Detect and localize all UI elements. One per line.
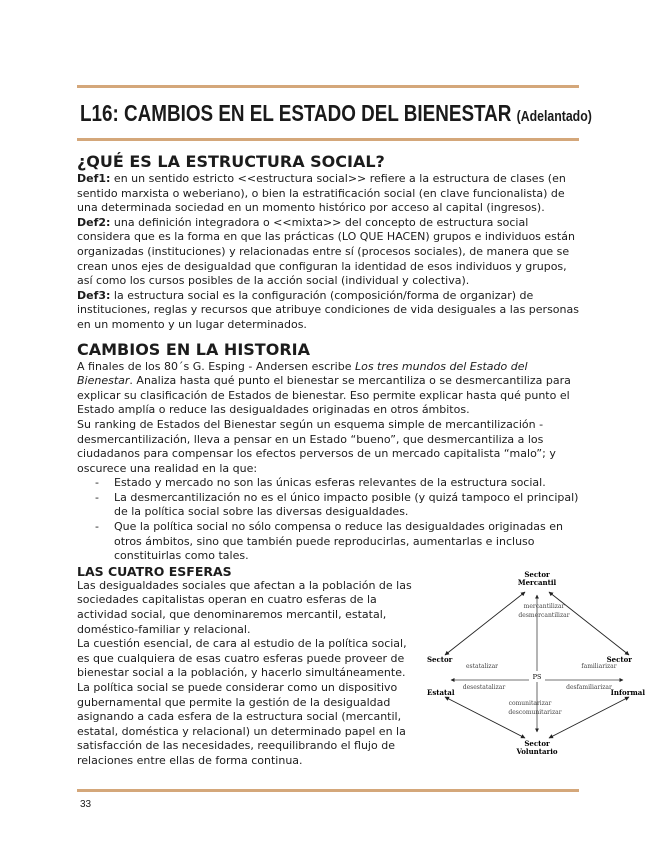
node-mercantil-label: Mercantil (517, 578, 557, 587)
edge-mercantil-informal (549, 592, 629, 655)
definition-1 (77, 172, 579, 216)
flow-label: desfamiliarizar (566, 684, 612, 691)
paragraph-text: . Analiza hasta qué punto el bienestar se mercantiliza o se desmercantiliza para explicar su clasificación de Estados de bienestar. Eso permite explicar hasta qué punto el Estado amplía o reduce las desigualdades originadas en otros ámbitos. (77, 374, 571, 417)
definition-text: una definición integradora o <<mixta>> del concepto de estructura social considera que es la forma en que las prácticas (LO QUE HACEN) grupos e individuos están organizadas (instituciones) y relacionadas entre sí (procesos sociales), de manera que se crean unos ejes de desigualdad que configuran la identidad de esos individuos y grupos, así como los cursos posibles de la acción social (individual y colectiva). (77, 215, 575, 288)
section-heading-esferas: LAS CUATRO ESFERAS (77, 563, 232, 579)
definition-3 (77, 289, 579, 333)
node-voluntario-label: Sector (524, 739, 550, 748)
flow-label: comunitarizar (508, 700, 552, 707)
edge-informal-voluntario (549, 697, 629, 738)
definition-2 (77, 216, 579, 289)
top-rule (77, 85, 579, 88)
node-estatal-label: Estatal (427, 688, 455, 697)
flow-label: estatalizar (465, 663, 499, 670)
node-informal-label: Sector (606, 655, 632, 664)
node-informal-label: Informal (610, 688, 645, 697)
definition-term: Def2: (77, 215, 111, 229)
bullet-list (77, 476, 579, 564)
node-voluntario-label: Voluntario (516, 747, 558, 756)
esferas-text (77, 579, 415, 769)
list-item: - La desmercantilización no es el único impacto posible (y quizá tampoco el principal) de la política social sobre las diversas desigualdades. (95, 491, 579, 520)
section-heading-historia: CAMBIOS EN LA HISTORIA (77, 339, 310, 359)
paragraph-text: A finales de los 80´s G. Esping - Andersen escribe (77, 359, 355, 373)
node-mercantil-label: Sector (524, 570, 550, 579)
section-heading-estructura: ¿QUÉ ES LA ESTRUCTURA SOCIAL? (77, 152, 385, 171)
paragraph: Las desigualdades sociales que afectan a la población de las sociedades capitalistas operan en cuatro esferas de la actividad social, que denominaremos mercantil, estatal, doméstico-familiar y relacional. (77, 578, 412, 636)
flow-label: desestatalizar (462, 684, 506, 691)
flow-label: desmercantilizar (518, 612, 570, 619)
list-item: - Estado y mercado no son las únicas esferas relevantes de la estructura social. (95, 476, 579, 491)
definition-term: Def1: (77, 172, 111, 185)
title-main: L16: CAMBIOS EN EL ESTADO DEL BIENESTAR (80, 100, 512, 126)
center-ps-label: PS (532, 673, 542, 681)
title-rule (77, 138, 579, 141)
flow-label: familiarizar (581, 663, 617, 670)
four-spheres-diagram (427, 570, 647, 760)
book-title: Los tres mundos del Estado del Bienestar (77, 359, 528, 388)
page-number: 33 (80, 799, 92, 810)
page-title (80, 100, 592, 127)
title-subtitle: (Adelantado) (516, 108, 592, 125)
paragraph-ranking: Su ranking de Estados del Bienestar según un esquema simple de mercantilización - desmercantilización, lleva a pensar en un Estado “bueno”, que desmercantiliza a los ciudadanos para compensar los efectos perversos de un mercado capitalista “malo”; y oscurece una realidad en la que: (77, 417, 556, 475)
node-estatal-label: Sector (427, 655, 453, 664)
definition-text: en un sentido estricto <<estructura social>> refiere a la estructura de clases (en sentido marxista o weberiano), o bien la estratificación social (en clave funcionalista) de una determinada sociedad en un momento histórico por acceso al capital (ingresos). (77, 172, 566, 215)
paragraph-esping-andersen (77, 360, 579, 418)
paragraph: La política social se puede considerar como un dispositivo gubernamental que permite la gestión de la desigualdad asignando a cada esfera de la estructura social (mercantil, estatal, doméstica y relacional) un determinado papel en la satisfacción de las necesidades, reequilibrando el flujo de relaciones entre ellas de forma continua. (77, 681, 406, 767)
definition-text: la estructura social es la configuración (composición/forma de organizar) de instituciones, reglas y recursos que atribuye condiciones de vida desiguales a las personas en un momento y un lugar determinados. (77, 288, 579, 331)
definition-term: Def3: (77, 288, 111, 302)
list-item: - Que la política social no sólo compensa o reduce las desigualdades originadas en otros ámbitos, sino que también puede reproducirlas, aumentarlas e incluso constituirlas como tales. (95, 520, 579, 564)
flow-label: mercantilizar (523, 603, 565, 610)
flow-label: descomunitarizar (508, 709, 562, 716)
paragraph: La cuestión esencial, de cara al estudio de la política social, es que cualquiera de esas cuatro esferas puede proveer de bienestar social a la población, y hacerlo simultáneamente. (77, 637, 407, 680)
edge-mercantil-estatal (445, 592, 525, 655)
bottom-rule (77, 789, 579, 792)
